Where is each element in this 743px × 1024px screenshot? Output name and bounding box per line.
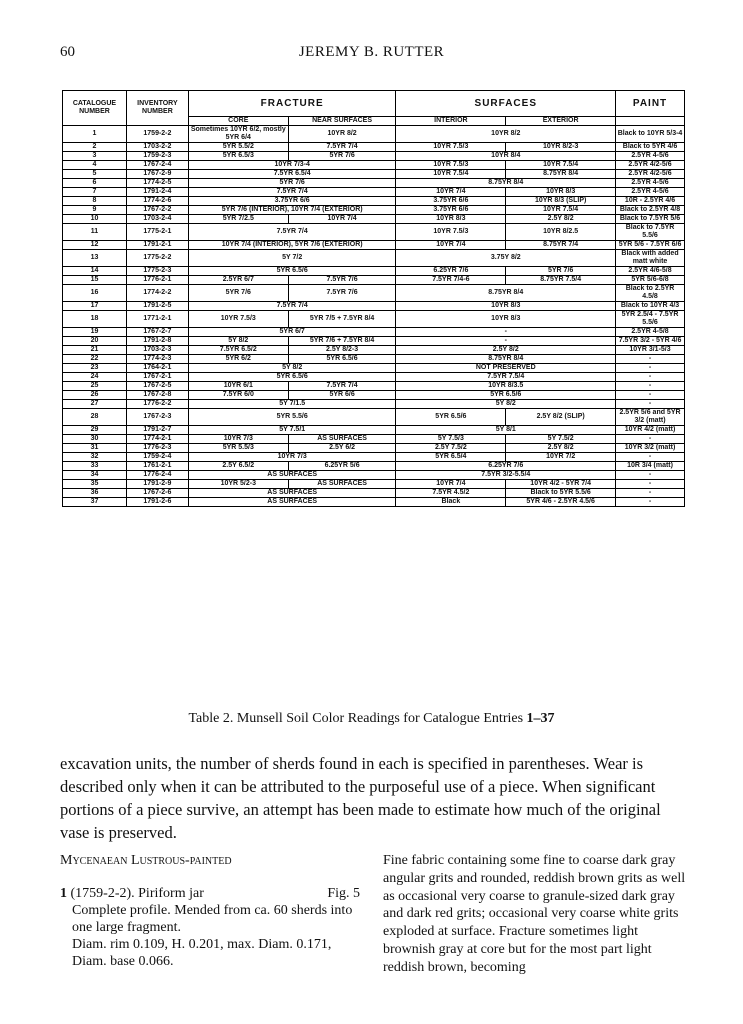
cell-fracture: 3.75YR 6/6 bbox=[188, 197, 396, 206]
cell-near-surfaces: AS SURFACES bbox=[288, 480, 396, 489]
cell-fracture: 5YR 5.5/6 bbox=[188, 409, 396, 426]
table-row bbox=[63, 409, 685, 426]
table-row bbox=[63, 444, 685, 453]
cell-inventory-number: 1767-2-1 bbox=[126, 373, 188, 382]
cell-paint: - bbox=[616, 480, 685, 489]
cell-inventory-number: 1759-2-2 bbox=[126, 126, 188, 143]
cell-inventory-number: 1767-2-6 bbox=[126, 489, 188, 498]
cell-exterior: 2.5Y 8/2 bbox=[506, 444, 616, 453]
cell-inventory-number: 1775-2-3 bbox=[126, 267, 188, 276]
cell-near-surfaces: 5YR 6/6 bbox=[288, 391, 396, 400]
cell-surfaces: 10YR 8/4 bbox=[396, 152, 616, 161]
cell-exterior: 8.75YR 7/4 bbox=[506, 241, 616, 250]
cell-catalogue-number: 30 bbox=[63, 435, 127, 444]
cell-near-surfaces: 7.5YR 7/6 bbox=[288, 276, 396, 285]
cell-inventory-number: 1774-2-3 bbox=[126, 355, 188, 364]
table-row bbox=[63, 179, 685, 188]
cell-catalogue-number: 2 bbox=[63, 143, 127, 152]
cell-interior: 10YR 7/4 bbox=[396, 188, 506, 197]
table-row bbox=[63, 489, 685, 498]
cell-core: Sometimes 10YR 6/2, mostly 5YR 6/4 bbox=[188, 126, 288, 143]
table-row bbox=[63, 285, 685, 302]
cell-inventory-number: 1759-2-3 bbox=[126, 152, 188, 161]
cell-paint: Black to 7.5YR 5.5/6 bbox=[616, 224, 685, 241]
cell-near-surfaces: 10YR 8/2 bbox=[288, 126, 396, 143]
cell-fracture: 10YR 7/3 bbox=[188, 453, 396, 462]
running-header bbox=[60, 44, 683, 66]
table-row bbox=[63, 188, 685, 197]
cell-inventory-number: 1703-2-3 bbox=[126, 346, 188, 355]
cell-catalogue-number: 3 bbox=[63, 152, 127, 161]
cell-fracture: AS SURFACES bbox=[188, 471, 396, 480]
table-row bbox=[63, 143, 685, 152]
body-paragraph bbox=[60, 752, 685, 844]
cell-paint: 7.5YR 3/2 - 5YR 4/6 bbox=[616, 337, 685, 346]
cell-surfaces: 5YR 6.5/6 bbox=[396, 391, 616, 400]
cell-fracture: 7.5YR 7/4 bbox=[188, 302, 396, 311]
cell-near-surfaces: AS SURFACES bbox=[288, 435, 396, 444]
right-column bbox=[383, 852, 688, 977]
cell-inventory-number: 1764-2-1 bbox=[126, 364, 188, 373]
cell-near-surfaces: 5YR 7/6 + 7.5YR 8/4 bbox=[288, 337, 396, 346]
cell-near-surfaces: 2.5Y 8/2-3 bbox=[288, 346, 396, 355]
cell-catalogue-number: 23 bbox=[63, 364, 127, 373]
cell-catalogue-number: 31 bbox=[63, 444, 127, 453]
table-row bbox=[63, 224, 685, 241]
cell-interior: 7.5YR 4.5/2 bbox=[396, 489, 506, 498]
cell-interior: 10YR 7.5/3 bbox=[396, 161, 506, 170]
header-near-surfaces: NEAR SURFACES bbox=[288, 117, 396, 126]
cell-interior: 10YR 8/3 bbox=[396, 215, 506, 224]
cell-inventory-number: 1776-2-2 bbox=[126, 400, 188, 409]
table-row bbox=[63, 462, 685, 471]
cell-exterior: 5YR 7/6 bbox=[506, 267, 616, 276]
cell-interior: Black bbox=[396, 498, 506, 507]
cell-inventory-number: 1791-2-1 bbox=[126, 241, 188, 250]
cell-exterior: 10YR 7.5/4 bbox=[506, 206, 616, 215]
cell-inventory-number: 1791-2-4 bbox=[126, 188, 188, 197]
cell-catalogue-number: 25 bbox=[63, 382, 127, 391]
cell-surfaces: 8.75YR 8/4 bbox=[396, 355, 616, 364]
cell-inventory-number: 1775-2-2 bbox=[126, 250, 188, 267]
cell-catalogue-number: 8 bbox=[63, 197, 127, 206]
cell-paint: Black to 5YR 4/6 bbox=[616, 143, 685, 152]
table-row bbox=[63, 267, 685, 276]
table-row bbox=[63, 276, 685, 285]
cell-paint: - bbox=[616, 498, 685, 507]
cell-inventory-number: 1767-2-8 bbox=[126, 391, 188, 400]
entry-dimensions: Diam. rim 0.109, H. 0.201, max. Diam. 0.171, Diam. base 0.066. bbox=[72, 937, 332, 969]
cell-catalogue-number: 4 bbox=[63, 161, 127, 170]
cell-paint: 10YR 3/2 (matt) bbox=[616, 444, 685, 453]
cell-exterior: 10YR 8/2-3 bbox=[506, 143, 616, 152]
table-row bbox=[63, 250, 685, 267]
table-row bbox=[63, 126, 685, 143]
cell-interior: 3.75YR 6/6 bbox=[396, 197, 506, 206]
cell-core: 5Y 8/2 bbox=[188, 337, 288, 346]
caption-prefix: Table 2. Munsell Soil Color Readings for Catalogue Entries bbox=[188, 711, 527, 726]
cell-surfaces: 10YR 8/2 bbox=[396, 126, 616, 143]
cell-surfaces: 2.5Y 8/2 bbox=[396, 346, 616, 355]
cell-paint: 2.5YR 4/2-5/6 bbox=[616, 161, 685, 170]
cell-core: 10YR 6/1 bbox=[188, 382, 288, 391]
cell-near-surfaces: 5YR 7/5 + 7.5YR 8/4 bbox=[288, 311, 396, 328]
cell-fracture: 7.5YR 7/4 bbox=[188, 224, 396, 241]
munsell-table bbox=[62, 90, 685, 507]
cell-fracture: 5Y 7/1.5 bbox=[188, 400, 396, 409]
cell-inventory-number: 1703-2-4 bbox=[126, 215, 188, 224]
cell-fracture: 7.5YR 6.5/4 bbox=[188, 170, 396, 179]
cell-core: 10YR 7/3 bbox=[188, 435, 288, 444]
table-row bbox=[63, 302, 685, 311]
header-catalogue-number: CATALOGUE NUMBER bbox=[63, 91, 127, 126]
table-row bbox=[63, 161, 685, 170]
cell-catalogue-number: 1 bbox=[63, 126, 127, 143]
cell-exterior: 2.5Y 8/2 bbox=[506, 215, 616, 224]
cell-exterior: 10YR 8/3 (SLIP) bbox=[506, 197, 616, 206]
cell-exterior: 10YR 8/2.5 bbox=[506, 224, 616, 241]
header-paint: PAINT bbox=[616, 91, 685, 117]
cell-exterior: 5Y 7.5/2 bbox=[506, 435, 616, 444]
table-body bbox=[63, 126, 685, 507]
cell-catalogue-number: 20 bbox=[63, 337, 127, 346]
cell-catalogue-number: 10 bbox=[63, 215, 127, 224]
cell-core: 5YR 6.5/3 bbox=[188, 152, 288, 161]
cell-interior: 6.25YR 7/6 bbox=[396, 267, 506, 276]
cell-fracture: 10YR 7/3-4 bbox=[188, 161, 396, 170]
cell-catalogue-number: 32 bbox=[63, 453, 127, 462]
page-number: 60 bbox=[60, 44, 75, 60]
table-row bbox=[63, 311, 685, 328]
cell-catalogue-number: 29 bbox=[63, 426, 127, 435]
cell-interior: 5Y 7.5/3 bbox=[396, 435, 506, 444]
cell-surfaces: NOT PRESERVED bbox=[396, 364, 616, 373]
cell-paint: - bbox=[616, 391, 685, 400]
catalogue-entry-heading bbox=[60, 885, 360, 902]
cell-catalogue-number: 14 bbox=[63, 267, 127, 276]
cell-interior: 10YR 7/4 bbox=[396, 241, 506, 250]
cell-surfaces: 5Y 8/2 bbox=[396, 400, 616, 409]
cell-paint: 10R 3/4 (matt) bbox=[616, 462, 685, 471]
cell-catalogue-number: 6 bbox=[63, 179, 127, 188]
entry-number: 1 bbox=[60, 886, 67, 901]
cell-catalogue-number: 22 bbox=[63, 355, 127, 364]
cell-surfaces: 5Y 8/1 bbox=[396, 426, 616, 435]
cell-inventory-number: 1767-2-7 bbox=[126, 328, 188, 337]
cell-inventory-number: 1776-2-1 bbox=[126, 276, 188, 285]
cell-surfaces: 10YR 8/3 bbox=[396, 302, 616, 311]
cell-paint: 2.5YR 4-5/6 bbox=[616, 152, 685, 161]
cell-inventory-number: 1703-2-2 bbox=[126, 143, 188, 152]
cell-paint: Black to 2.5YR 4/8 bbox=[616, 206, 685, 215]
cell-inventory-number: 1791-2-7 bbox=[126, 426, 188, 435]
cell-fracture: 5Y 7/2 bbox=[188, 250, 396, 267]
cell-core: 10YR 7.5/3 bbox=[188, 311, 288, 328]
cell-paint: - bbox=[616, 382, 685, 391]
table-row bbox=[63, 170, 685, 179]
table-row bbox=[63, 337, 685, 346]
cell-paint: 10R - 2.5YR 4/6 bbox=[616, 197, 685, 206]
cell-catalogue-number: 7 bbox=[63, 188, 127, 197]
cell-core: 2.5YR 6/7 bbox=[188, 276, 288, 285]
cell-interior: 10YR 7/4 bbox=[396, 480, 506, 489]
cell-catalogue-number: 21 bbox=[63, 346, 127, 355]
cell-interior: 7.5YR 7/4-6 bbox=[396, 276, 506, 285]
cell-inventory-number: 1767-2-3 bbox=[126, 409, 188, 426]
cell-catalogue-number: 35 bbox=[63, 480, 127, 489]
cell-interior: 5YR 6.5/6 bbox=[396, 409, 506, 426]
entry-description: Complete profile. Mended from ca. 60 sherds into one large fragment. bbox=[72, 903, 353, 935]
cell-catalogue-number: 28 bbox=[63, 409, 127, 426]
cell-paint: - bbox=[616, 435, 685, 444]
cell-catalogue-number: 33 bbox=[63, 462, 127, 471]
cell-catalogue-number: 26 bbox=[63, 391, 127, 400]
cell-fracture: 5YR 6.5/6 bbox=[188, 267, 396, 276]
cell-inventory-number: 1767-2-5 bbox=[126, 382, 188, 391]
cell-fracture: 5YR 6.5/6 bbox=[188, 373, 396, 382]
cell-fracture: 5YR 7/6 (INTERIOR), 10YR 7/4 (EXTERIOR) bbox=[188, 206, 396, 215]
entry-title: (1759-2-2). Piriform jar bbox=[70, 886, 204, 901]
table-row bbox=[63, 480, 685, 489]
table-row bbox=[63, 426, 685, 435]
cell-near-surfaces: 2.5Y 6/2 bbox=[288, 444, 396, 453]
table-row bbox=[63, 364, 685, 373]
header-interior: INTERIOR bbox=[396, 117, 506, 126]
table-row bbox=[63, 241, 685, 250]
cell-exterior: Black to 5YR 5.5/6 bbox=[506, 489, 616, 498]
cell-paint: Black to 2.5YR 4.5/8 bbox=[616, 285, 685, 302]
cell-core: 5YR 5.5/3 bbox=[188, 444, 288, 453]
cell-catalogue-number: 36 bbox=[63, 489, 127, 498]
body-text: excavation units, the number of sherds found in each is specified in parentheses. Wear is described only when it can be attributed to the purposeful use of a piece. When significant portions of a piece survive, an attempt has been made to estimate how much of the original vase is preserved. bbox=[60, 754, 661, 842]
cell-paint: - bbox=[616, 355, 685, 364]
cell-exterior: 10YR 8/3 bbox=[506, 188, 616, 197]
cell-paint: - bbox=[616, 364, 685, 373]
cell-paint: 2.5YR 4-5/6 bbox=[616, 179, 685, 188]
cell-catalogue-number: 27 bbox=[63, 400, 127, 409]
cell-fracture: 10YR 7/4 (INTERIOR), 5YR 7/6 (EXTERIOR) bbox=[188, 241, 396, 250]
cell-inventory-number: 1767-2-9 bbox=[126, 170, 188, 179]
cell-inventory-number: 1767-2-2 bbox=[126, 206, 188, 215]
cell-paint: Black to 10YR 4/3 bbox=[616, 302, 685, 311]
cell-fracture: 7.5YR 7/4 bbox=[188, 188, 396, 197]
cell-inventory-number: 1791-2-9 bbox=[126, 480, 188, 489]
cell-catalogue-number: 17 bbox=[63, 302, 127, 311]
cell-fracture: AS SURFACES bbox=[188, 489, 396, 498]
cell-near-surfaces: 6.25YR 5/6 bbox=[288, 462, 396, 471]
cell-inventory-number: 1771-2-1 bbox=[126, 311, 188, 328]
cell-surfaces: 3.75Y 8/2 bbox=[396, 250, 616, 267]
cell-paint: 5YR 2.5/4 - 7.5YR 5.5/6 bbox=[616, 311, 685, 328]
cell-inventory-number: 1761-2-1 bbox=[126, 462, 188, 471]
table-row bbox=[63, 346, 685, 355]
cell-core: 2.5Y 6.5/2 bbox=[188, 462, 288, 471]
cell-near-surfaces: 5YR 7/6 bbox=[288, 152, 396, 161]
cell-exterior: 8.75YR 8/4 bbox=[506, 170, 616, 179]
cell-interior: 10YR 7.5/3 bbox=[396, 143, 506, 152]
table-caption bbox=[0, 711, 743, 727]
table-row bbox=[63, 206, 685, 215]
table-row bbox=[63, 471, 685, 480]
cell-catalogue-number: 15 bbox=[63, 276, 127, 285]
header-exterior: EXTERIOR bbox=[506, 117, 616, 126]
table-row bbox=[63, 355, 685, 364]
cell-paint: 5YR 5/6 - 7.5YR 6/6 bbox=[616, 241, 685, 250]
caption-range: 1–37 bbox=[526, 711, 555, 726]
cell-fracture: AS SURFACES bbox=[188, 498, 396, 507]
cell-inventory-number: 1774-2-1 bbox=[126, 435, 188, 444]
cell-inventory-number: 1774-2-5 bbox=[126, 179, 188, 188]
cell-interior: 3.75YR 6/6 bbox=[396, 206, 506, 215]
cell-inventory-number: 1776-2-4 bbox=[126, 471, 188, 480]
table-row bbox=[63, 400, 685, 409]
cell-surfaces: 10YR 8/3.5 bbox=[396, 382, 616, 391]
cell-paint: 2.5YR 4-5/8 bbox=[616, 328, 685, 337]
cell-near-surfaces: 5YR 6.5/6 bbox=[288, 355, 396, 364]
cell-interior: 10YR 7.5/3 bbox=[396, 224, 506, 241]
cell-paint: 2.5YR 5/6 and 5YR 3/2 (matt) bbox=[616, 409, 685, 426]
cell-inventory-number: 1767-2-4 bbox=[126, 161, 188, 170]
cell-exterior: 10YR 7/2 bbox=[506, 453, 616, 462]
cell-catalogue-number: 18 bbox=[63, 311, 127, 328]
cell-inventory-number: 1759-2-4 bbox=[126, 453, 188, 462]
cell-near-surfaces: 7.5YR 7/6 bbox=[288, 285, 396, 302]
table-row bbox=[63, 197, 685, 206]
cell-inventory-number: 1776-2-3 bbox=[126, 444, 188, 453]
fabric-description: Fine fabric containing some fine to coarse dark gray angular grits and rounded, reddish brown grits as well as occasional very coarse to granule-sized dark gray and dark red grits; occasional very coarse white grits exploded at surface. Fracture sometimes light brownish gray at core but for the most part light reddish brown, becoming bbox=[383, 853, 686, 975]
cell-paint: - bbox=[616, 489, 685, 498]
cell-fracture: 5YR 7/6 bbox=[188, 179, 396, 188]
cell-paint: - bbox=[616, 471, 685, 480]
cell-inventory-number: 1774-2-6 bbox=[126, 197, 188, 206]
cell-core: 5YR 5.5/2 bbox=[188, 143, 288, 152]
cell-exterior: 8.75YR 7.5/4 bbox=[506, 276, 616, 285]
cell-fracture: 5YR 6/7 bbox=[188, 328, 396, 337]
table-row bbox=[63, 373, 685, 382]
cell-exterior: 2.5Y 8/2 (SLIP) bbox=[506, 409, 616, 426]
cell-core: 10YR 5/2-3 bbox=[188, 480, 288, 489]
cell-core: 7.5YR 6/0 bbox=[188, 391, 288, 400]
cell-core: 5YR 6/2 bbox=[188, 355, 288, 364]
table-row bbox=[63, 215, 685, 224]
cell-surfaces: 7.5YR 3/2-5.5/4 bbox=[396, 471, 616, 480]
header-surfaces: SURFACES bbox=[396, 91, 616, 117]
table-row bbox=[63, 152, 685, 161]
cell-inventory-number: 1791-2-6 bbox=[126, 498, 188, 507]
section-heading: Mycenaean Lustrous-painted bbox=[60, 853, 232, 868]
table-row bbox=[63, 328, 685, 337]
header-inventory-number: INVENTORY NUMBER bbox=[126, 91, 188, 126]
cell-surfaces: 8.75YR 8/4 bbox=[396, 285, 616, 302]
cell-exterior: 5YR 4/6 - 2.5YR 4.5/6 bbox=[506, 498, 616, 507]
cell-paint: Black with added matt white bbox=[616, 250, 685, 267]
cell-catalogue-number: 34 bbox=[63, 471, 127, 480]
cell-catalogue-number: 19 bbox=[63, 328, 127, 337]
cell-surfaces: - bbox=[396, 337, 616, 346]
table-row bbox=[63, 382, 685, 391]
cell-catalogue-number: 9 bbox=[63, 206, 127, 215]
table-row bbox=[63, 453, 685, 462]
cell-catalogue-number: 11 bbox=[63, 224, 127, 241]
cell-core: 5YR 7/6 bbox=[188, 285, 288, 302]
cell-near-surfaces: 10YR 7/4 bbox=[288, 215, 396, 224]
cell-core: 7.5YR 6.5/2 bbox=[188, 346, 288, 355]
cell-core: 5YR 7/2.5 bbox=[188, 215, 288, 224]
cell-paint: - bbox=[616, 400, 685, 409]
cell-interior: 10YR 7.5/4 bbox=[396, 170, 506, 179]
cell-inventory-number: 1774-2-2 bbox=[126, 285, 188, 302]
cell-surfaces: 10YR 8/3 bbox=[396, 311, 616, 328]
cell-inventory-number: 1791-2-8 bbox=[126, 337, 188, 346]
cell-catalogue-number: 12 bbox=[63, 241, 127, 250]
cell-catalogue-number: 37 bbox=[63, 498, 127, 507]
cell-paint: 2.5YR 4-5/6 bbox=[616, 188, 685, 197]
cell-interior: 5YR 6.5/4 bbox=[396, 453, 506, 462]
cell-exterior: 10YR 4/2 - 5YR 7/4 bbox=[506, 480, 616, 489]
table-row bbox=[63, 435, 685, 444]
cell-paint: 2.5YR 4/6-5/8 bbox=[616, 267, 685, 276]
table-row bbox=[63, 391, 685, 400]
cell-paint: 10YR 4/2 (matt) bbox=[616, 426, 685, 435]
table-row bbox=[63, 498, 685, 507]
cell-catalogue-number: 16 bbox=[63, 285, 127, 302]
cell-paint: 10YR 3/1-5/3 bbox=[616, 346, 685, 355]
cell-interior: 2.5Y 7.5/2 bbox=[396, 444, 506, 453]
left-column bbox=[60, 852, 360, 970]
cell-catalogue-number: 13 bbox=[63, 250, 127, 267]
cell-exterior: 10YR 7.5/4 bbox=[506, 161, 616, 170]
cell-surfaces: 8.75YR 8/4 bbox=[396, 179, 616, 188]
cell-catalogue-number: 24 bbox=[63, 373, 127, 382]
cell-near-surfaces: 7.5YR 7/4 bbox=[288, 382, 396, 391]
cell-paint: - bbox=[616, 453, 685, 462]
cell-paint: 2.5YR 4/2-5/6 bbox=[616, 170, 685, 179]
header-fracture: FRACTURE bbox=[188, 91, 396, 117]
cell-surfaces: 6.25YR 7/6 bbox=[396, 462, 616, 471]
cell-catalogue-number: 5 bbox=[63, 170, 127, 179]
cell-paint: Black to 7.5YR 5/6 bbox=[616, 215, 685, 224]
cell-paint: - bbox=[616, 373, 685, 382]
cell-inventory-number: 1791-2-5 bbox=[126, 302, 188, 311]
cell-near-surfaces: 7.5YR 7/4 bbox=[288, 143, 396, 152]
header-core: CORE bbox=[188, 117, 288, 126]
entry-figure-ref: Fig. 5 bbox=[327, 886, 360, 901]
cell-fracture: 5Y 7.5/1 bbox=[188, 426, 396, 435]
cell-inventory-number: 1775-2-1 bbox=[126, 224, 188, 241]
cell-surfaces: 7.5YR 7.5/4 bbox=[396, 373, 616, 382]
cell-paint: 5YR 5/6-6/8 bbox=[616, 276, 685, 285]
author-name: JEREMY B. RUTTER bbox=[298, 44, 445, 60]
cell-surfaces: - bbox=[396, 328, 616, 337]
cell-fracture: 5Y 8/2 bbox=[188, 364, 396, 373]
cell-paint: Black to 10YR 5/3-4 bbox=[616, 126, 685, 143]
